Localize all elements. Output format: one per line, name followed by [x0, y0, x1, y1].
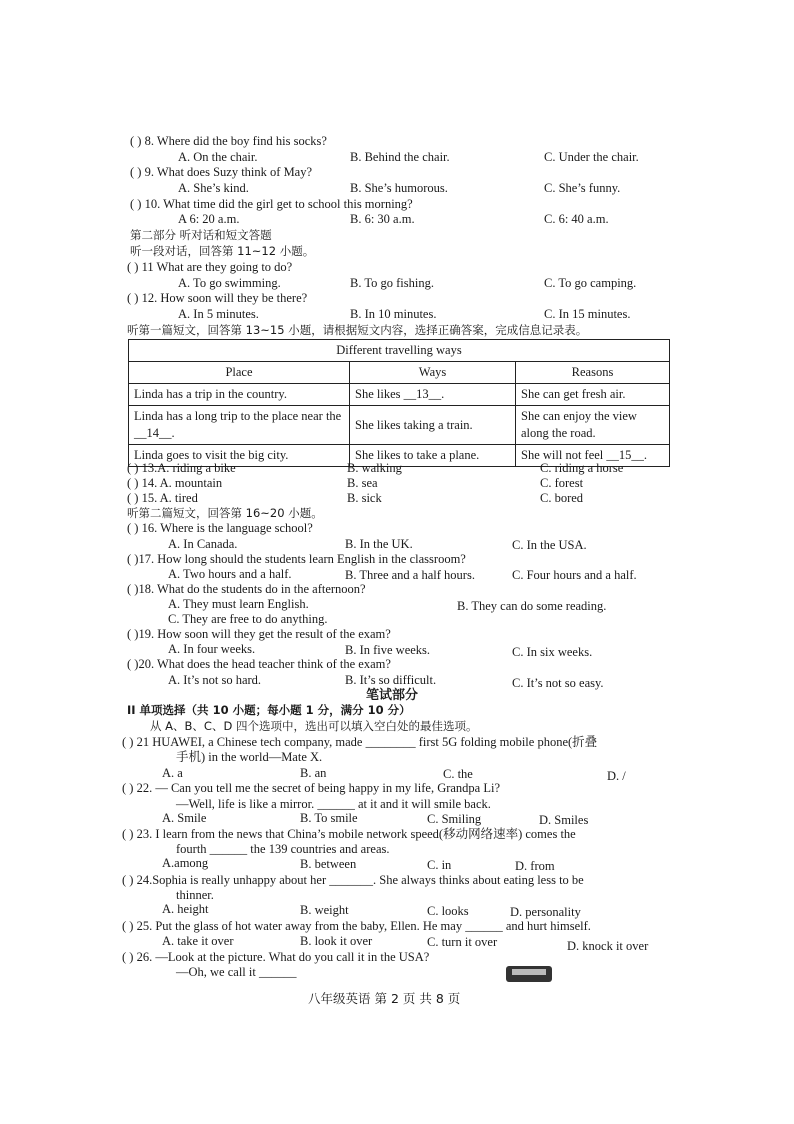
table-cell-reason: She will not feel __15__.: [516, 445, 670, 467]
q8-option-c: C. Under the chair.: [544, 150, 639, 164]
q14-option-c: C. forest: [540, 476, 584, 490]
q9-option-c: C. She’s funny.: [544, 181, 621, 195]
part2-title: 第二部分 听对话和短文答题: [130, 228, 272, 242]
q24-option-b: B. weight: [300, 903, 349, 917]
q23-line2: fourth ______ the 139 countries and areas.: [176, 842, 390, 856]
q26-line1: ( ) 26. —Look at the picture. What do you call it in the USA?: [122, 950, 430, 964]
passage2-instruction: 听第二篇短文，回答第 16~20 小题。: [127, 506, 323, 520]
q12-option-b: B. In 10 minutes.: [350, 307, 437, 321]
q21-option-a: A. a: [162, 766, 183, 780]
q24-line2: thinner.: [176, 888, 214, 902]
q23-option-d: D. from: [515, 859, 555, 873]
q16-stem: ( ) 16. Where is the language school?: [127, 521, 313, 535]
q24-option-d: D. personality: [510, 905, 581, 919]
q14-option-b: B. sea: [347, 476, 378, 490]
q9-option-a: A. She’s kind.: [178, 181, 249, 195]
q19-option-c: C. In six weeks.: [512, 645, 593, 659]
page-footer: 八年级英语 第 2 页 共 8 页: [308, 991, 461, 1006]
q10-stem: ( ) 10. What time did the girl get to school this morning?: [130, 197, 413, 211]
q18-option-b: B. They can do some reading.: [457, 599, 607, 613]
q15-stem: ( ) 15. A. tired: [127, 491, 198, 505]
table-row: [129, 406, 670, 445]
q11-option-a: A. To go swimming.: [178, 276, 281, 290]
q22-option-b: B. To smile: [300, 811, 358, 825]
q18-option-c: C. They are free to do anything.: [168, 612, 328, 626]
q8-stem: ( ) 8. Where did the boy find his socks?: [130, 134, 327, 148]
table-row: [129, 384, 670, 406]
q10-option-b: B. 6: 30 a.m.: [350, 212, 415, 226]
table-cell-place: Linda has a trip in the country.: [129, 384, 350, 406]
q21-option-c: C. the: [443, 767, 473, 781]
table-cell-place: Linda goes to visit the big city.: [129, 445, 350, 467]
q25-option-c: C. turn it over: [427, 935, 498, 949]
q21-line1: ( ) 21 HUAWEI, a Chinese tech company, made ________ first 5G folding mobile phone(折叠: [122, 735, 598, 749]
table-cell-ways: She likes to take a plane.: [350, 445, 516, 467]
q20-stem: ( )20. What does the head teacher think of the exam?: [127, 657, 391, 671]
q10-option-a: A 6: 20 a.m.: [178, 212, 240, 226]
q21-line2: 手机) in the world—Mate X.: [176, 750, 323, 764]
q25-option-b: B. look it over: [300, 934, 373, 948]
q10-option-c: C. 6: 40 a.m.: [544, 212, 609, 226]
q19-option-a: A. In four weeks.: [168, 642, 256, 656]
table-header-ways: Ways: [350, 362, 516, 384]
q12-option-a: A. In 5 minutes.: [178, 307, 259, 321]
q22-option-a: A. Smile: [162, 811, 207, 825]
q16-option-c: C. In the USA.: [512, 538, 587, 552]
q24-option-c: C. looks: [427, 904, 469, 918]
bus-picture: [506, 966, 552, 982]
q24-line1: ( ) 24.Sophia is really unhappy about her _______. She always thinks about eating less to be: [122, 873, 584, 887]
q17-option-c: C. Four hours and a half.: [512, 568, 637, 582]
q22-option-d: D. Smiles: [539, 813, 589, 827]
q22-line2: —Well, life is like a mirror. ______ at it and it will smile back.: [176, 797, 491, 811]
q18-option-a: A. They must learn English.: [168, 597, 309, 611]
q9-option-b: B. She’s humorous.: [350, 181, 448, 195]
q17-option-a: A. Two hours and a half.: [168, 567, 292, 581]
q8-option-b: B. Behind the chair.: [350, 150, 450, 164]
q26-line2: —Oh, we call it ______: [176, 965, 297, 979]
q15-option-c: C. bored: [540, 491, 584, 505]
travel-info-table: [128, 339, 670, 467]
section2-title: II 单项选择（共 10 小题；每小题 1 分，满分 10 分）: [127, 703, 411, 717]
table-cell-reason: She can get fresh air.: [516, 384, 670, 406]
q19-stem: ( )19. How soon will they get the result of the exam?: [127, 627, 391, 641]
table-cell-ways: She likes __13__.: [350, 384, 516, 406]
q19-option-b: B. In five weeks.: [345, 643, 431, 657]
q16-option-b: B. In the UK.: [345, 537, 413, 551]
table-title: Different travelling ways: [129, 340, 670, 362]
q23-option-b: B. between: [300, 857, 357, 871]
q20-option-c: C. It’s not so easy.: [512, 676, 604, 690]
q11-stem: ( ) 11 What are they going to do?: [127, 260, 293, 274]
q23-option-c: C. in: [427, 858, 452, 872]
q12-option-c: C. In 15 minutes.: [544, 307, 631, 321]
q20-option-a: A. It’s not so hard.: [168, 673, 262, 687]
q17-option-b: B. Three and a half hours.: [345, 568, 475, 582]
q17-stem: ( )17. How long should the students learn English in the classroom?: [127, 552, 466, 566]
section2-instruction: 从 A、B、C、D 四个选项中，选出可以填入空白处的最佳选项。: [150, 719, 478, 733]
table-cell-ways: She likes taking a train.: [350, 406, 516, 445]
table-cell-place: Linda has a long trip to the place near the __14__.: [129, 406, 350, 445]
q11-option-c: C. To go camping.: [544, 276, 637, 290]
q25-line1: ( ) 25. Put the glass of hot water away from the baby, Ellen. He may ______ and hurt himself.: [122, 919, 591, 933]
q14-stem: ( ) 14. A. mountain: [127, 476, 223, 490]
q21-option-d: D. /: [607, 769, 626, 783]
q11-option-b: B. To go fishing.: [350, 276, 434, 290]
q13-option-b: B. walking: [347, 461, 402, 475]
table-header-reasons: Reasons: [516, 362, 670, 384]
q13-option-c: C. riding a horse: [540, 461, 624, 475]
q15-option-b: B. sick: [347, 491, 382, 505]
dialog-instruction: 听一段对话，回答第 11~12 小题。: [130, 244, 315, 258]
q22-line1: ( ) 22. — Can you tell me the secret of being happy in my life, Grandpa Li?: [122, 781, 501, 795]
q18-stem: ( )18. What do the students do in the afternoon?: [127, 582, 366, 596]
q23-line1: ( ) 23. I learn from the news that China’s mobile network speed(移动网络速率) comes the: [122, 827, 576, 841]
passage1-instruction: 听第一篇短文，回答第 13~15 小题，请根据短文内容，选择正确答案，完成信息记录表。: [127, 323, 588, 337]
q8-option-a: A. On the chair.: [178, 150, 258, 164]
q12-stem: ( ) 12. How soon will they be there?: [127, 291, 308, 305]
q25-option-d: D. knock it over: [567, 939, 649, 953]
q23-option-a: A.among: [162, 856, 209, 870]
q13-stem: ( ) 13.A. riding a bike: [127, 461, 236, 475]
q22-option-c: C. Smiling: [427, 812, 482, 826]
q9-stem: ( ) 9. What does Suzy think of May?: [130, 165, 313, 179]
written-part-title: 笔试部分: [366, 688, 419, 703]
q25-option-a: A. take it over: [162, 934, 234, 948]
q21-option-b: B. an: [300, 766, 327, 780]
table-header-place: Place: [129, 362, 350, 384]
table-cell-reason: She can enjoy the view along the road.: [516, 406, 670, 445]
q20-option-b: B. It’s so difficult.: [345, 673, 437, 687]
q16-option-a: A. In Canada.: [168, 537, 238, 551]
q24-option-a: A. height: [162, 902, 209, 916]
